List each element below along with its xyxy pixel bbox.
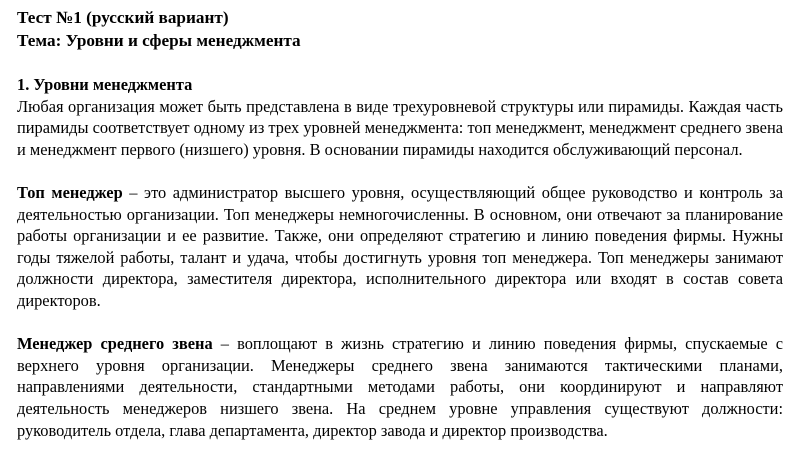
section-heading: 1. Уровни менеджмента — [17, 75, 193, 94]
document-title: Тест №1 (русский вариант) — [17, 8, 229, 27]
intro-paragraph: Любая организация может быть представлена в виде трехуровневой структуры или пирамиды. Каждая часть пирамиды соответствует одному из трех уровней менеджмента: топ менеджмент, менеджмент среднего звена и менеджмент первого (низшего) уровня. В основании пирамиды находится обслуживающий персонал. — [17, 96, 783, 159]
middle-manager-term: Менеджер среднего звена — [17, 334, 213, 354]
top-manager-text: – это администратор высшего уровня, осуществляющий общее руководство и контроль за деятельностью организации. Топ менеджеры немногочисленны. В основном, они отвечают за планирование работы организации и ее развитие. Также, они определяют стратегию и линию поведения фирмы. Нужны годы тяжелой работы, талант и удача, чтобы достигнуть уровня топ менеджера. Топ менеджеры занимают должности директора, заместителя директора, исполнительного директора или входят в состав совета директоров. — [17, 182, 783, 310]
middle-manager-paragraph — [17, 333, 783, 441]
top-manager-paragraph — [17, 182, 783, 312]
middle-manager-text: – воплощают в жизнь стратегию и линию поведения фирмы, спускаемые с верхнего уровня организации. Менеджеры среднего звена занимаются тактическими планами, направлениями деятельности, стандартными методами работы, они координируют и направляют деятельность менеджеров низшего звена. На среднем уровне управления существуют должности: руководитель отдела, глава департамента, директор завода и директор производства. — [17, 334, 783, 440]
top-manager-term: Топ менеджер — [17, 182, 123, 202]
document-topic: Тема: Уровни и сферы менеджмента — [17, 31, 301, 50]
document-page — [17, 6, 783, 441]
